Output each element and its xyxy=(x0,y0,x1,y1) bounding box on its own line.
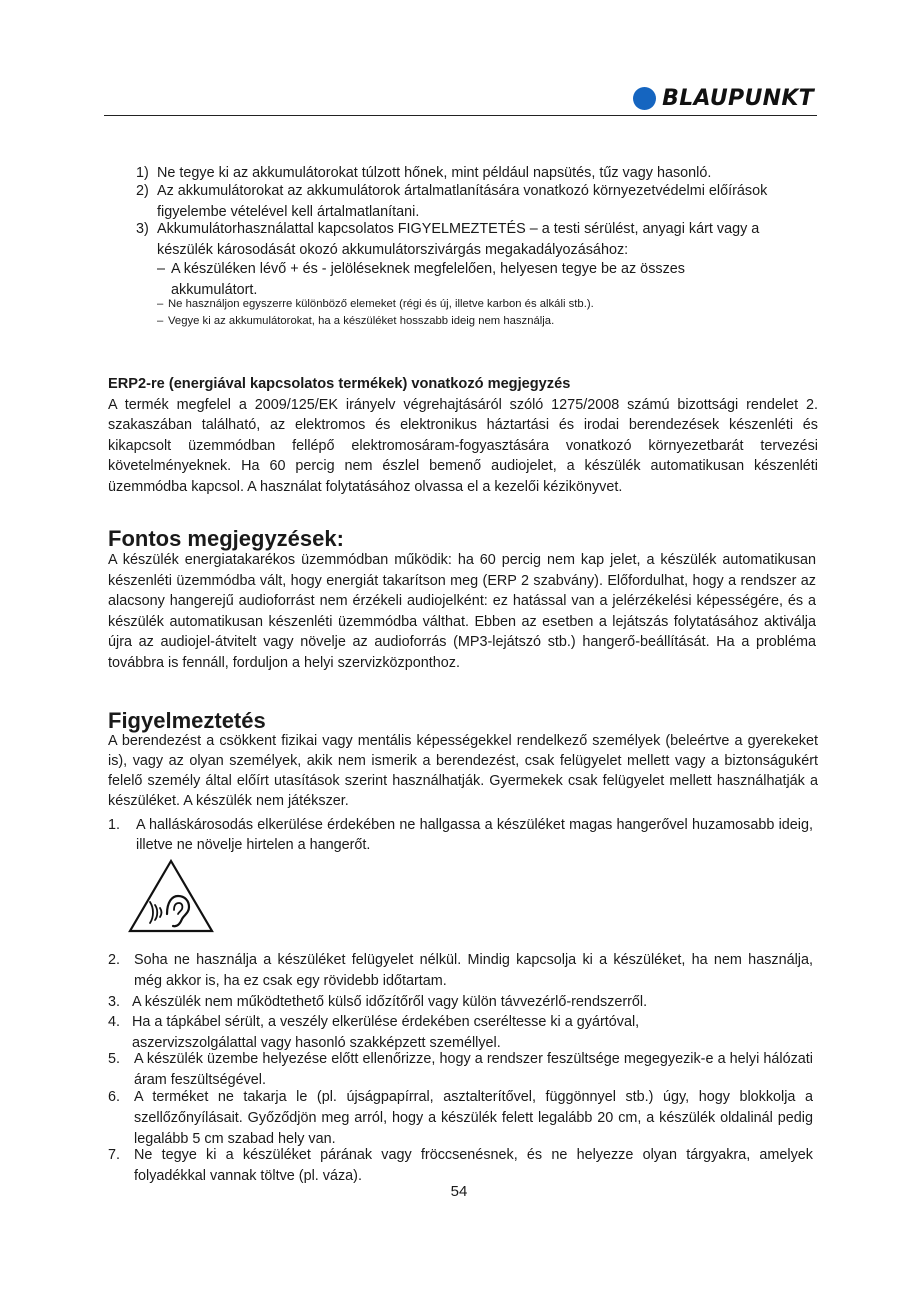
fontos-body: A készülék energiatakarékos üzemmódban működik: ha 60 percig nem kap jelet, a készülék automatikusan készenléti üzemmódba vált, hogy energiát takarítson meg (ERP 2 szabvány). Előfordulhat, hogy a rendszer az alacsony hangerejű audioforrást nem érzékeli audiojelként: ez hatással van a jelérzékelési képességére, és a készülék automatikusan készenléti üzemmódba válthat. Ebben az esetben a lejátszás folytatásához aktiválja újra az audiojel-átvitelt vagy növelje az audioforrás (MP3-lejátszó stb.) hangerő-beállítását. Ha a probléma továbbra is fennáll, forduljon a helyi szervizközponthoz. xyxy=(108,552,816,671)
warning-section xyxy=(108,710,818,811)
page-number: 54 xyxy=(450,1183,468,1200)
brand-logo xyxy=(633,86,814,111)
list-number: 2. xyxy=(108,952,121,968)
brand-name: BLAUPUNKT xyxy=(662,86,814,111)
list-number: 2) xyxy=(136,183,149,199)
erp-section xyxy=(108,374,818,497)
fontos-heading: Fontos megjegyzések: xyxy=(108,526,344,551)
list-number: 6. xyxy=(108,1089,121,1105)
hearing-warning-icon xyxy=(127,858,215,934)
erp-body: A termék megfelel a 2009/125/EK irányelv végrehajtásáról szóló 1275/2008 számú bizottsági rendelet 2. szakaszában található, az elektromos és elektronikus háztartási és irodai berendezések készenléti és kikapcsolt üzemmódban fellépő elektromosáram-fogyasztására vonatkozó környezetbarát tervezési követelményeknek. Ha 60 percig nem észlel bemenő audiojelet, a készülék automatikusan készenléti üzemmódba kapcsol. A használat folytatásához olvassa el a kezelői kézikönyvet. xyxy=(108,397,818,495)
list-number: 1. xyxy=(108,817,121,833)
list-item: A készülék üzembe helyezése előtt ellenőrizze, hogy a rendszer feszültsége megegyezik-e a helyi hálózati áram feszültségével. xyxy=(134,1051,813,1088)
list-item: Soha ne használja a készüléket felügyelet nélkül. Mindig kapcsolja ki a készüléket, ha nem használja, még akkor is, ha ez csak egy rövidebb időtartam. xyxy=(134,952,813,989)
list-item: Az akkumulátorokat az akkumulátorok ártalmatlanítására vonatkozó környezetvédelmi előírások figyelembe vételével kell ártalmatlanítani. xyxy=(157,183,768,220)
list-subitem: A készüléken lévő + és - jelöléseknek megfelelően, helyesen tegye be az összes akkumulátort. xyxy=(171,261,685,298)
warning-heading: Figyelmeztetés xyxy=(108,708,266,733)
list-item: Ne tegye ki a készüléket párának vagy fröccsenésnek, és ne helyezze olyan tárgyakra, amelyek folyadékkal vannak töltve (pl. váza). xyxy=(134,1147,813,1184)
list-item: Ne tegye ki az akkumulátorokat túlzott hőnek, mint például napsütés, tűz vagy hasonló. xyxy=(157,165,712,181)
list-number: 3) xyxy=(136,221,149,237)
list-item: Akkumulátorhasználattal kapcsolatos FIGYELMEZTETÉS – a testi sérülést, anyagi kárt vagy a készülék károsodását okozó akkumulátorszivárgás megakadályozásához: xyxy=(157,221,760,258)
erp-heading: ERP2-re (energiával kapcsolatos termékek) vonatkozó megjegyzés xyxy=(108,376,571,392)
list-item: A terméket ne takarja le (pl. újságpapírral, asztalterítővel, függönnyel stb.) úgy, hogy blokkolja a szellőzőnyílásait. Győződjön meg arról, hogy a készülék felett legalább 20 cm, a készülék oldalinál pedig legalább 5 cm szabad hely van. xyxy=(134,1089,813,1147)
dash-bullet: – xyxy=(157,298,164,310)
list-number: 4. xyxy=(108,1014,121,1030)
list-number: 3. xyxy=(108,994,121,1010)
warning-body: A berendezést a csökkent fizikai vagy mentális képességekkel rendelkező személyek (beleértve a gyerekeket is), vagy az olyan személyek, akik nem ismerik a berendezést, csak felügyelet mellett vagy a biztonságukért felelő személy által előírt utasítások szerint használhatják. Gyermekek csak felügyelet mellett használhatják a készüléket. A készülék nem játékszer. xyxy=(108,733,818,809)
list-item: A készülék nem működtethető külső időzítőről vagy külön távvezérlő-rendszerről. xyxy=(132,994,648,1010)
list-subitem: Vegye ki az akkumulátorokat, ha a készüléket hosszabb ideig nem használja. xyxy=(168,315,555,327)
list-number: 1) xyxy=(136,165,149,181)
list-item: Ha a tápkábel sérült, a veszély elkerülése érdekében cseréltesse ki a gyártóval, aszervizszolgálattal vagy hasonló szakképzett személlyel. xyxy=(132,1014,640,1051)
brand-dot-icon xyxy=(633,87,656,110)
dash-bullet: – xyxy=(157,315,164,327)
header-divider xyxy=(104,115,817,116)
fontos-section xyxy=(108,528,816,674)
list-number: 7. xyxy=(108,1147,121,1163)
list-number: 5. xyxy=(108,1051,121,1067)
list-subitem: Ne használjon egyszerre különböző elemeket (régi és új, illetve karbon és alkáli stb.). xyxy=(168,298,594,310)
list-item: A halláskárosodás elkerülése érdekében ne hallgassa a készüléket magas hangerővel huzamosabb ideig, illetve ne növelje hirtelen a hangerőt. xyxy=(136,817,813,853)
dash-bullet: – xyxy=(157,261,166,277)
